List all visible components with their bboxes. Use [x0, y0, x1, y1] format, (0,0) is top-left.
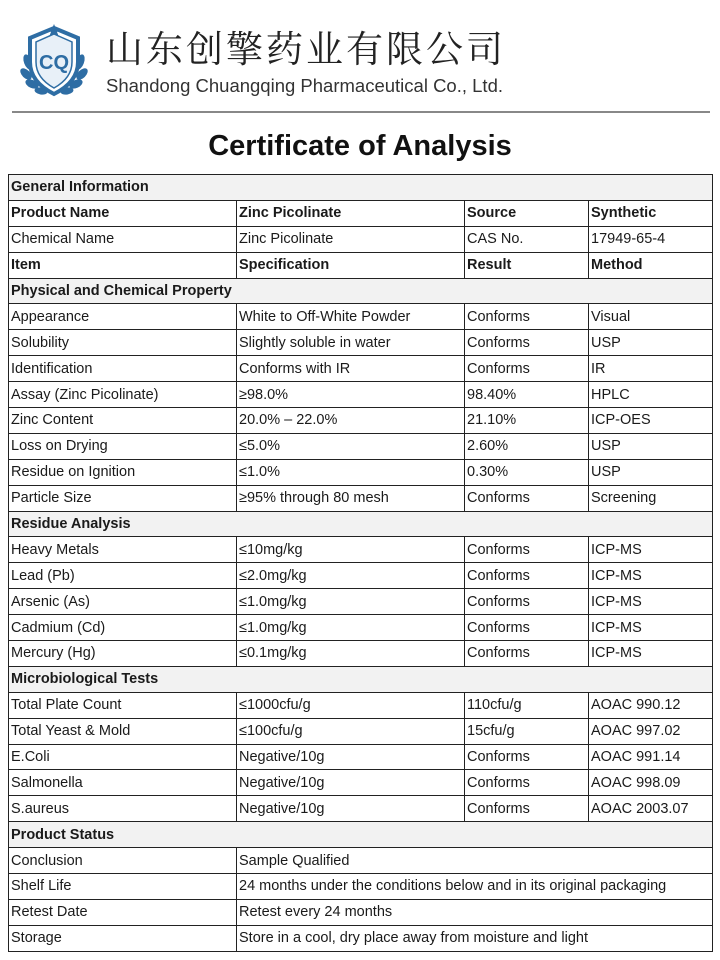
- table-row: [9, 485, 713, 511]
- method-cell: ICP-MS: [589, 589, 713, 615]
- product-name-value: Zinc Picolinate: [237, 200, 465, 226]
- result-cell: Conforms: [465, 537, 589, 563]
- item-cell: Lead (Pb): [9, 563, 237, 589]
- item-cell: E.Coli: [9, 744, 237, 770]
- company-logo-icon: [14, 22, 94, 102]
- value-cell: 24 months under the conditions below and in its original packaging: [237, 874, 713, 900]
- value-cell: Sample Qualified: [237, 848, 713, 874]
- spec-cell: Conforms with IR: [237, 356, 465, 382]
- section-header-status: [9, 822, 713, 848]
- result-cell: Conforms: [465, 563, 589, 589]
- result-cell: 110cfu/g: [465, 692, 589, 718]
- method-cell: AOAC 2003.07: [589, 796, 713, 822]
- logo-text: CQ: [39, 52, 69, 74]
- column-header-item: Item: [9, 252, 237, 278]
- table-row: [9, 200, 713, 226]
- result-cell: Conforms: [465, 641, 589, 667]
- label-cell: Product Name: [9, 200, 237, 226]
- spec-cell: ≤5.0%: [237, 433, 465, 459]
- method-cell: ICP-OES: [589, 408, 713, 434]
- table-row: [9, 563, 713, 589]
- label-cell: Source: [465, 200, 589, 226]
- spec-cell: ≥98.0%: [237, 382, 465, 408]
- table-row: [9, 848, 713, 874]
- table-row: [9, 899, 713, 925]
- section-header-micro: [9, 666, 713, 692]
- method-cell: ICP-MS: [589, 641, 713, 667]
- result-cell: Conforms: [465, 796, 589, 822]
- method-cell: Screening: [589, 485, 713, 511]
- table-row: [9, 874, 713, 900]
- result-cell: Conforms: [465, 770, 589, 796]
- method-cell: ICP-MS: [589, 537, 713, 563]
- item-cell: Identification: [9, 356, 237, 382]
- method-cell: HPLC: [589, 382, 713, 408]
- company-name-english: Shandong Chuangqing Pharmaceutical Co., Ltd.: [106, 75, 503, 96]
- spec-cell: ≤2.0mg/kg: [237, 563, 465, 589]
- method-cell: Visual: [589, 304, 713, 330]
- table-row: [9, 226, 713, 252]
- item-cell: Assay (Zinc Picolinate): [9, 382, 237, 408]
- spec-cell: Slightly soluble in water: [237, 330, 465, 356]
- table-row: [9, 641, 713, 667]
- header-divider: [12, 111, 710, 113]
- section-title: Physical and Chemical Property: [9, 278, 713, 304]
- table-row: [9, 615, 713, 641]
- result-cell: 0.30%: [465, 459, 589, 485]
- cas-value: 17949-65-4: [589, 226, 713, 252]
- item-cell: Appearance: [9, 304, 237, 330]
- item-cell: Cadmium (Cd): [9, 615, 237, 641]
- spec-cell: Negative/10g: [237, 770, 465, 796]
- table-row: [9, 744, 713, 770]
- label-cell: Chemical Name: [9, 226, 237, 252]
- spec-cell: White to Off-White Powder: [237, 304, 465, 330]
- item-cell: Salmonella: [9, 770, 237, 796]
- item-cell: Total Yeast & Mold: [9, 718, 237, 744]
- result-cell: 15cfu/g: [465, 718, 589, 744]
- chemical-name-value: Zinc Picolinate: [237, 226, 465, 252]
- spec-cell: Negative/10g: [237, 796, 465, 822]
- coa-table: [8, 174, 713, 952]
- method-cell: AOAC 991.14: [589, 744, 713, 770]
- spec-cell: ≤100cfu/g: [237, 718, 465, 744]
- value-cell: Store in a cool, dry place away from moisture and light: [237, 925, 713, 951]
- section-title: Product Status: [9, 822, 713, 848]
- value-cell: Retest every 24 months: [237, 899, 713, 925]
- section-title: Residue Analysis: [9, 511, 713, 537]
- item-cell: Total Plate Count: [9, 692, 237, 718]
- spec-cell: ≤1000cfu/g: [237, 692, 465, 718]
- table-row: [9, 433, 713, 459]
- column-header-method: Method: [589, 252, 713, 278]
- method-cell: USP: [589, 433, 713, 459]
- spec-cell: ≤1.0mg/kg: [237, 589, 465, 615]
- table-row: [9, 537, 713, 563]
- result-cell: 2.60%: [465, 433, 589, 459]
- company-name-chinese: 山东创擎药业有限公司: [106, 28, 506, 71]
- item-cell: Residue on Ignition: [9, 459, 237, 485]
- method-cell: IR: [589, 356, 713, 382]
- spec-cell: ≤10mg/kg: [237, 537, 465, 563]
- table-row: [9, 925, 713, 951]
- result-cell: Conforms: [465, 330, 589, 356]
- table-row: [9, 304, 713, 330]
- method-cell: AOAC 990.12: [589, 692, 713, 718]
- table-row: [9, 330, 713, 356]
- label-cell: Retest Date: [9, 899, 237, 925]
- item-cell: Particle Size: [9, 485, 237, 511]
- table-row: [9, 459, 713, 485]
- item-cell: Arsenic (As): [9, 589, 237, 615]
- column-header-row: [9, 252, 713, 278]
- result-cell: 21.10%: [465, 408, 589, 434]
- section-title: Microbiological Tests: [9, 666, 713, 692]
- table-row: [9, 382, 713, 408]
- section-title: General Information: [9, 175, 713, 201]
- method-cell: ICP-MS: [589, 615, 713, 641]
- result-cell: Conforms: [465, 744, 589, 770]
- item-cell: Loss on Drying: [9, 433, 237, 459]
- table-row: [9, 770, 713, 796]
- section-header-residue: [9, 511, 713, 537]
- item-cell: S.aureus: [9, 796, 237, 822]
- spec-cell: 20.0% – 22.0%: [237, 408, 465, 434]
- item-cell: Mercury (Hg): [9, 641, 237, 667]
- method-cell: USP: [589, 459, 713, 485]
- section-header-general: [9, 175, 713, 201]
- item-cell: Solubility: [9, 330, 237, 356]
- result-cell: Conforms: [465, 589, 589, 615]
- source-value: Synthetic: [589, 200, 713, 226]
- table-row: [9, 356, 713, 382]
- spec-cell: Negative/10g: [237, 744, 465, 770]
- spec-cell: ≥95% through 80 mesh: [237, 485, 465, 511]
- label-cell: Shelf Life: [9, 874, 237, 900]
- label-cell: Storage: [9, 925, 237, 951]
- table-row: [9, 692, 713, 718]
- result-cell: Conforms: [465, 615, 589, 641]
- method-cell: AOAC 997.02: [589, 718, 713, 744]
- item-cell: Zinc Content: [9, 408, 237, 434]
- section-header-physical: [9, 278, 713, 304]
- spec-cell: ≤1.0mg/kg: [237, 615, 465, 641]
- method-cell: ICP-MS: [589, 563, 713, 589]
- spec-cell: ≤1.0%: [237, 459, 465, 485]
- table-row: [9, 408, 713, 434]
- column-header-result: Result: [465, 252, 589, 278]
- result-cell: Conforms: [465, 356, 589, 382]
- column-header-spec: Specification: [237, 252, 465, 278]
- spec-cell: ≤0.1mg/kg: [237, 641, 465, 667]
- result-cell: Conforms: [465, 304, 589, 330]
- method-cell: AOAC 998.09: [589, 770, 713, 796]
- result-cell: Conforms: [465, 485, 589, 511]
- label-cell: Conclusion: [9, 848, 237, 874]
- label-cell: CAS No.: [465, 226, 589, 252]
- document-title: Certificate of Analysis: [208, 130, 512, 162]
- table-row: [9, 589, 713, 615]
- result-cell: 98.40%: [465, 382, 589, 408]
- table-row: [9, 718, 713, 744]
- method-cell: USP: [589, 330, 713, 356]
- letterhead: [0, 0, 720, 112]
- table-row: [9, 796, 713, 822]
- item-cell: Heavy Metals: [9, 537, 237, 563]
